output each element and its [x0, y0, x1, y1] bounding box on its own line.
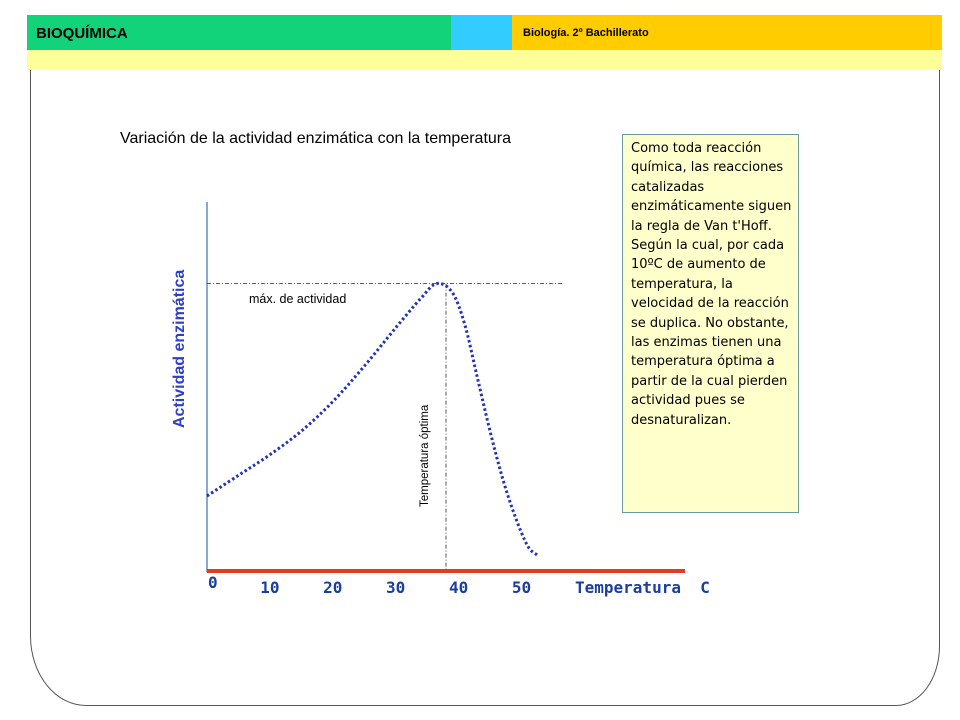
- x-tick-0: 0: [208, 573, 218, 592]
- x-tick-20: 20: [323, 578, 343, 597]
- x-tick-40: 40: [448, 578, 469, 597]
- x-tick-50: 50: [511, 578, 532, 597]
- x-tick-10: 10: [260, 578, 280, 597]
- x-tick-labels: [208, 573, 531, 597]
- x-axis-label: Temperatura C: [575, 578, 710, 597]
- optimum-temperature-label: Temperatura óptima: [419, 404, 431, 507]
- x-tick-30: 30: [386, 578, 406, 597]
- header-title: BIOQUÍMICA: [36, 25, 128, 42]
- y-axis-label: Actividad enzimática: [171, 269, 188, 428]
- activity-curve: [207, 283, 537, 555]
- header-subtitle: Biología. 2º Bachillerato: [523, 27, 649, 39]
- explanation-note: Como toda reacción química, las reacciones catalizadas enzimáticamente siguen la regla de Van t'Hoff. Según la cual, por cada 10ºC de aumento de temperatura, la velocidad de la reacción se duplica. No obstante, las enzimas tienen una temperatura óptima a partir de la cual pierden actividad pues se desnaturalizan.: [622, 134, 799, 513]
- max-activity-label: máx. de actividad: [249, 292, 347, 306]
- chart-title: Variación de la actividad enzimática con la temperatura: [120, 130, 512, 147]
